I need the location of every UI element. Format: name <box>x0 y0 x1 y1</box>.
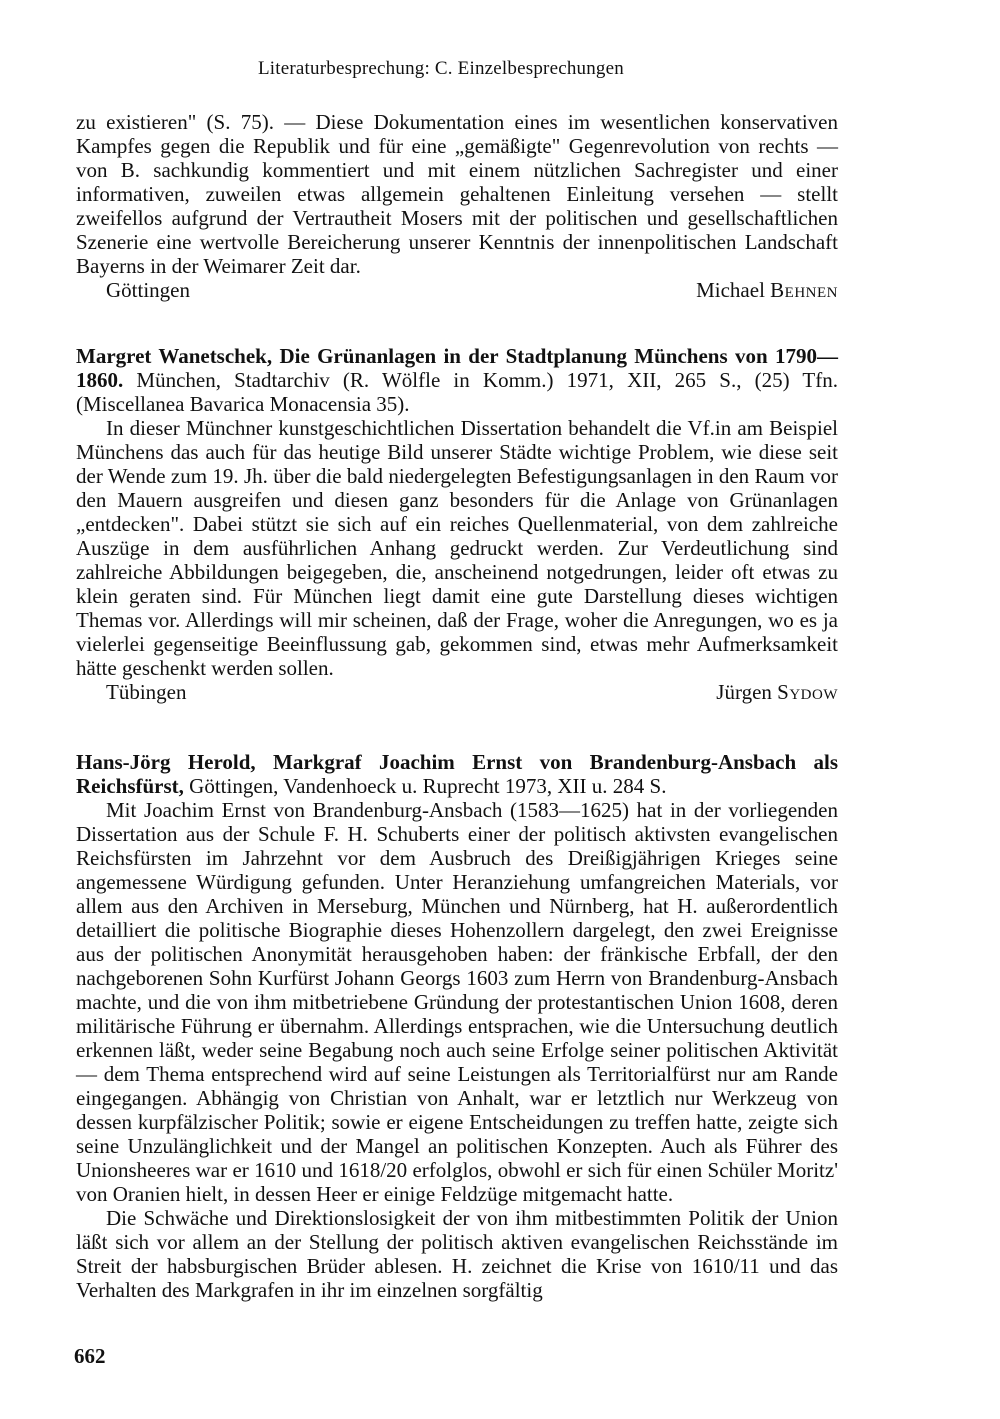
review-2-place: Tübingen <box>106 680 187 704</box>
section-gap <box>76 704 838 750</box>
review-2-title <box>76 344 838 416</box>
review-2-reviewer-first: Jürgen <box>716 680 772 704</box>
review-2-title-rest: München, Stadtarchiv (R. Wölfle in Komm.) 1971, XII, 265 S., (25) Tfn. (Miscellanea Bavarica Monacensia 35). <box>76 368 838 416</box>
running-header: Literaturbesprechung: C. Einzelbesprechungen <box>258 58 624 79</box>
review-3-title-rest: Göttingen, Vandenhoeck u. Ruprecht 1973, XII u. 284 S. <box>183 774 667 798</box>
review-1-signature <box>76 278 838 302</box>
review-1-reviewer-last: Behnen <box>770 278 838 302</box>
review-3-title-bold: Hans-Jörg Herold, Markgraf Joachim Ernst von Brandenburg-Ansbach als Reichsfürst, <box>76 750 838 798</box>
review-1-text: zu existieren" (S. 75). — Diese Dokumentation eines im wesentlichen konservativen Kampfes gegen die Republik und für eine „gemäßigte" Gegenrevolution von rechts — von B. sachkundig kommentiert und mit einem nützlichen Sachregister und einer informativen, zuweilen etwas allgemein gehaltenen Einleitung versehen — stellt zweifellos aufgrund der Vertrautheit Mosers mit der politischen und gesellschaftlichen Szenerie eine wertvolle Bereicherung unserer Kenntnis der innenpolitischen Landschaft Bayerns in der Weimarer Zeit dar. <box>76 110 838 278</box>
section-gap <box>76 302 838 344</box>
review-2-signature <box>76 680 838 704</box>
review-3-paragraph-1: Mit Joachim Ernst von Brandenburg-Ansbach (1583—1625) hat in der vorliegenden Dissertation aus der Schule F. H. Schuberts einer der politisch aktivsten evangelischen Reichsfürsten im Jahrzehnt vor dem Ausbruch des Dreißigjährigen Krieges seine angemessene Würdigung gefunden. Unter Heranziehung umfangreichen Materials, vor allem aus den Archiven in Merseburg, München und Nürnberg, hat H. außerordentlich detailliert die politische Biographie dieses Hohenzollern dargelegt, den zwei Ereignisse aus der politischen Anonymität herausgehoben haben: der fränkische Erbfall, der den nachgeborenen Sohn Kurfürst Johann Georgs 1603 zum Herrn von Brandenburg-Ansbach machte, und die von ihm mitbetriebene Gründung der protestantischen Union 1608, deren militärische Führung er übernahm. Allerdings entsprachen, wie die Untersuchung deutlich erkennen läßt, weder seine Begabung noch auch seine Erfolge seiner politischen Aktivität — dem Thema entsprechend wird auf seine Leistungen als Territorialfürst nur am Rande eingegangen. Abhängig von Christian von Anhalt, war er letztlich nur Werkzeug von dessen kurpfälzischer Politik; sowie er eigene Entscheidungen zu treffen hatte, zeigte sich seine Unzulänglichkeit und der Mangel an politischen Konzepten. Auch als Führer des Unionsheeres war er 1610 und 1618/20 erfolglos, obwohl er sich für einen Schüler Moritz' von Oranien hielt, in dessen Heer er einige Feldzüge mitgemacht hatte. <box>76 798 838 1206</box>
review-2-reviewer-last: Sydow <box>777 680 838 704</box>
review-1-reviewer-first: Michael <box>696 278 765 302</box>
page-body <box>76 110 838 1302</box>
review-2-reviewer <box>716 680 838 704</box>
review-1-reviewer <box>696 278 838 302</box>
review-3-title <box>76 750 838 798</box>
review-1-place: Göttingen <box>106 278 190 302</box>
review-2-title-bold: Margret Wanetschek, Die Grünanlagen in der Stadtplanung Münchens von 1790—1860. <box>76 344 838 392</box>
review-2-text: In dieser Münchner kunstgeschichtlichen Dissertation behandelt die Vf.in am Beispiel Münchens das auch für das heutige Bild unserer Städte wichtige Problem, wie diese seit der Wende zum 19. Jh. über die bald niedergelegten Befestigungsanlagen in den Raum vor den Mauern ausgreifen und diesen ganz besonders für die Anlage von Grünanlagen „entdecken". Dabei stützt sie sich auf ein reiches Quellenmaterial, von dem zahlreiche Auszüge in dem ausführlichen Anhang gedruckt werden. Zur Verdeutlichung sind zahlreiche Abbildungen beigegeben, die, anscheinend notgedrungen, leider oft etwas zu klein geraten sind. Für München liegt damit eine gute Darstellung dieses wichtigen Themas vor. Allerdings will mir scheinen, daß der Frage, woher die Anregungen, wo es ja vielerlei gegenseitige Beeinflussung gab, gekommen sind, etwas mehr Aufmerksamkeit hätte geschenkt werden sollen. <box>76 416 838 680</box>
page-number: 662 <box>74 1344 106 1368</box>
review-3-paragraph-2: Die Schwäche und Direktionslosigkeit der von ihm mitbestimmten Politik der Union läßt sich vor allem an der Stellung der politisch aktiven evangelischen Reichsstände im Streit der habsburgischen Brüder ablesen. H. zeichnet die Krise von 1610/11 und das Verhalten des Markgrafen in ihr im einzelnen sorgfältig <box>76 1206 838 1302</box>
